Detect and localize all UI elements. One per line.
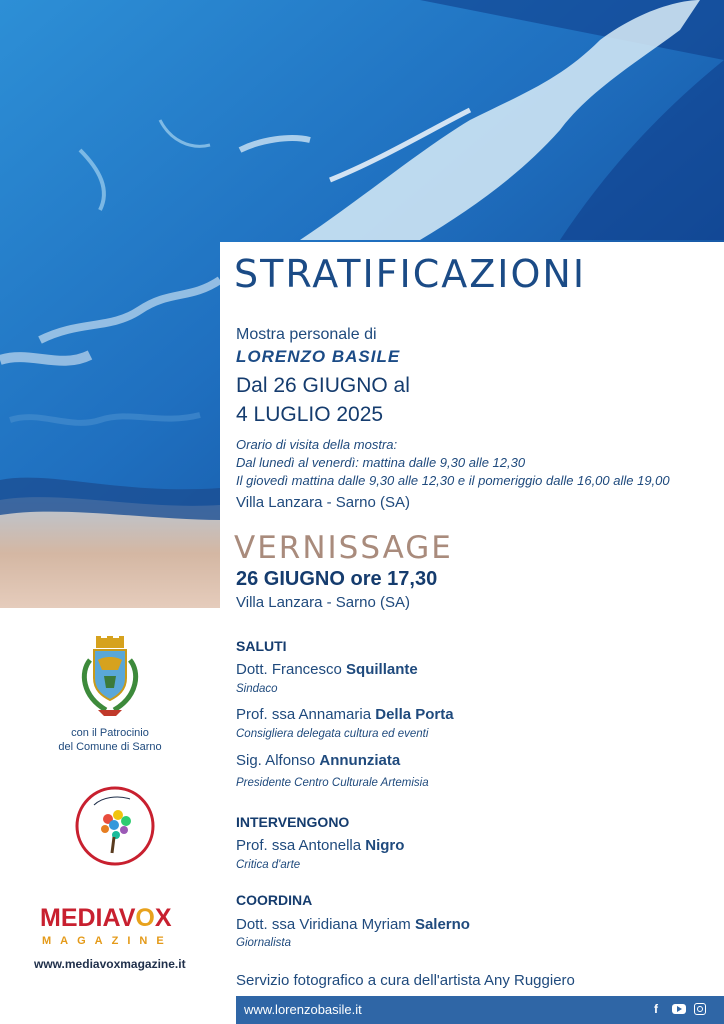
hours-thursday: Il giovedì mattina dalle 9,30 alle 12,30 e il pomeriggio dalle 16,00 alle 19,00: [236, 473, 670, 488]
coordina-heading: COORDINA: [236, 892, 313, 908]
intro-text: Mostra personale di: [236, 326, 377, 343]
speaker-name: Dott. Francesco Squillante: [236, 661, 418, 678]
speaker-name: Dott. ssa Viridiana Myriam Salerno: [236, 916, 470, 933]
mediavox-sub: MAGAZINE: [42, 935, 173, 947]
mediavox-url[interactable]: www.mediavoxmagazine.it: [34, 957, 186, 971]
saluti-heading: SALUTI: [236, 638, 287, 654]
exhibition-location: Villa Lanzara - Sarno (SA): [236, 494, 410, 511]
instagram-icon[interactable]: [694, 1003, 706, 1015]
artist-name: LORENZO BASILE: [236, 347, 401, 366]
speaker-role: Critica d'arte: [236, 859, 301, 871]
website-link[interactable]: www.lorenzobasile.it: [244, 1002, 362, 1017]
sarno-crest-icon: [76, 636, 144, 727]
speaker-name: Prof. ssa Annamaria Della Porta: [236, 706, 454, 723]
vernissage-date: 26 GIUGNO ore 17,30: [236, 568, 438, 590]
footer-bar: [236, 996, 724, 1024]
speaker-role: Sindaco: [236, 683, 278, 695]
hours-heading: Orario di visita della mostra:: [236, 437, 398, 452]
youtube-icon[interactable]: [672, 1004, 686, 1014]
exhibition-title: STRATIFICAZIONI: [234, 252, 587, 296]
speaker-role: Presidente Centro Culturale Artemisia: [236, 777, 429, 789]
mediavox-logo: MEDIAVOX: [40, 904, 172, 932]
speaker-role: Giornalista: [236, 937, 291, 949]
speaker-name: Prof. ssa Antonella Nigro: [236, 837, 405, 854]
vernissage-title: VERNISSAGE: [234, 530, 453, 566]
patronage-line-1: con il Patrocinio: [71, 727, 149, 739]
speaker-role: Consigliera delegata cultura ed eventi: [236, 728, 429, 740]
hours-weekdays: Dal lunedì al venerdì: mattina dalle 9,30 alle 12,30: [236, 455, 526, 470]
artemisia-logo-icon: [74, 785, 156, 872]
dates-line-1: Dal 26 GIUGNO al: [236, 374, 410, 397]
intervengono-heading: INTERVENGONO: [236, 814, 350, 830]
facebook-icon[interactable]: f: [654, 1002, 658, 1016]
speaker-name: Sig. Alfonso Annunziata: [236, 752, 401, 769]
photo-credit: Servizio fotografico a cura dell'artista Any Ruggiero: [236, 972, 575, 989]
vernissage-location: Villa Lanzara - Sarno (SA): [236, 594, 410, 611]
patronage-line-2: del Comune di Sarno: [58, 741, 162, 753]
dates-line-2: 4 LUGLIO 2025: [236, 403, 384, 426]
